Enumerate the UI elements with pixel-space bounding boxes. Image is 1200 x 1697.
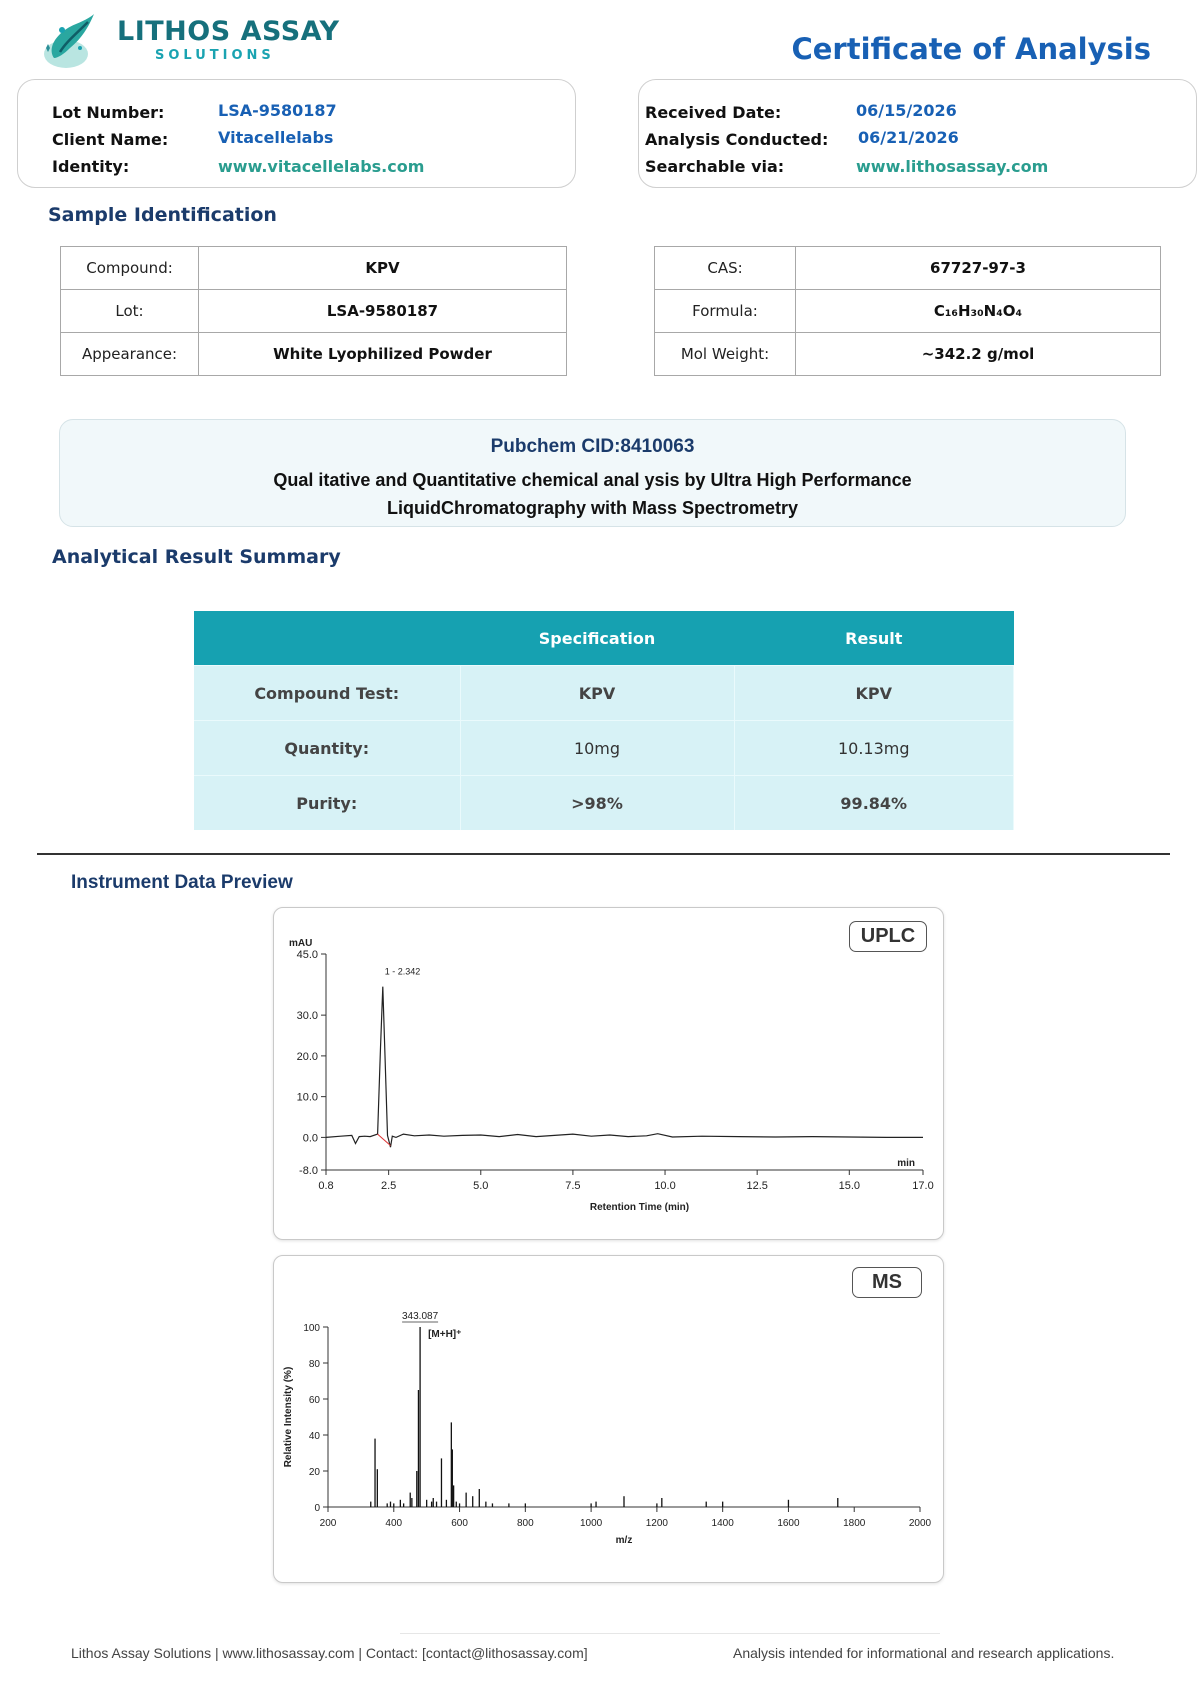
- y-tick-label: 80: [308, 1359, 320, 1370]
- x-tick-label: 1000: [579, 1518, 603, 1529]
- table-row: [655, 333, 1161, 376]
- table-cell: >98%: [460, 776, 734, 831]
- table-cell: Quantity:: [194, 721, 460, 776]
- uplc-chromatogram: [273, 907, 942, 1238]
- y-tick-label: 100: [303, 1323, 320, 1334]
- brand-subtitle: SOLUTIONS: [155, 48, 275, 63]
- table-row: [61, 333, 567, 376]
- brand-name: LITHOS ASSAY: [117, 16, 340, 47]
- table-cell: Purity:: [194, 776, 460, 831]
- table-row: [194, 721, 1014, 776]
- identity-label: Identity:: [52, 157, 130, 176]
- x-tick-label: 2000: [908, 1518, 932, 1529]
- ms-spectrum: [273, 1255, 942, 1581]
- table-cell: 10mg: [460, 721, 734, 776]
- y-tick-label: 10.0: [296, 1091, 318, 1104]
- x-tick-label: 600: [451, 1518, 468, 1529]
- x-tick-label: 0.8: [318, 1180, 334, 1192]
- y-tick-label: 0.0: [302, 1132, 318, 1145]
- y-tick-label: 40: [308, 1431, 320, 1442]
- method-line-2: LiquidChromatography with Mass Spectrometry: [386, 498, 799, 518]
- x-axis-label: m/z: [615, 1535, 633, 1546]
- analysis-date-value: 06/21/2026: [858, 128, 959, 147]
- sample-identification-table-right: [654, 246, 1161, 376]
- table-row: [194, 666, 1014, 721]
- searchable-link[interactable]: www.lithosassay.com: [856, 157, 1049, 176]
- method-description: [60, 466, 1125, 522]
- pubchem-cid: Pubchem CID:8410063: [490, 436, 695, 457]
- table-value: C₁₆H₃₀N₄O₄: [796, 290, 1161, 333]
- table-value: 67727-97-3: [796, 247, 1161, 290]
- uplc-badge: UPLC: [849, 921, 927, 952]
- table-header: Result: [734, 611, 1014, 666]
- footer-contact: Lithos Assay Solutions | www.lithosassay.com | Contact: [contact@lithosassay.com]: [71, 1645, 588, 1661]
- searchable-label: Searchable via:: [645, 157, 785, 176]
- received-date-value: 06/15/2026: [856, 101, 957, 120]
- sample-identification-title: Sample Identification: [48, 204, 277, 226]
- peak-label: 1 - 2.342: [384, 966, 421, 977]
- y-tick-label: -8.0: [299, 1165, 318, 1177]
- table-header-row: [194, 611, 1014, 666]
- sample-identification-table-left: [60, 246, 567, 376]
- table-cell: 10.13mg: [734, 721, 1014, 776]
- table-cell: 99.84%: [734, 776, 1014, 831]
- received-date-label: Received Date:: [645, 103, 782, 122]
- table-header: Specification: [460, 611, 734, 666]
- table-row: [61, 247, 567, 290]
- x-tick-label: 7.5: [565, 1180, 581, 1192]
- y-tick-label: 20: [308, 1467, 320, 1478]
- y-tick-label: 60: [308, 1395, 320, 1406]
- table-row: [655, 247, 1161, 290]
- x-tick-label: 17.0: [912, 1180, 934, 1192]
- x-unit-label: min: [897, 1158, 915, 1169]
- table-key: CAS:: [655, 247, 796, 290]
- ms-badge: MS: [852, 1267, 922, 1298]
- table-value: LSA-9580187: [199, 290, 567, 333]
- result-summary-title: Analytical Result Summary: [52, 546, 341, 568]
- x-tick-label: 800: [516, 1518, 534, 1529]
- x-tick-label: 5.0: [473, 1180, 489, 1192]
- x-tick-label: 1200: [645, 1518, 669, 1529]
- section-divider: [37, 853, 1170, 855]
- table-key: Formula:: [655, 290, 796, 333]
- table-key: Mol Weight:: [655, 333, 796, 376]
- analysis-date-label: Analysis Conducted:: [645, 130, 829, 149]
- table-row: [194, 776, 1014, 831]
- table-key: Compound:: [61, 247, 199, 290]
- lot-number-value: LSA-9580187: [218, 101, 337, 120]
- document-title: Certificate of Analysis: [791, 32, 1151, 66]
- pubchem-banner: [59, 419, 1126, 527]
- table-cell: KPV: [460, 666, 734, 721]
- identity-link[interactable]: www.vitacellelabs.com: [218, 157, 425, 176]
- chromatogram-trace: [326, 987, 923, 1148]
- y-axis-label: mAU: [289, 938, 313, 949]
- table-cell: KPV: [734, 666, 1014, 721]
- x-tick-label: 1400: [711, 1518, 734, 1529]
- result-summary-table: [194, 611, 1014, 830]
- lot-number-label: Lot Number:: [52, 103, 165, 122]
- x-tick-label: 200: [319, 1518, 337, 1529]
- table-row: [655, 290, 1161, 333]
- footer-disclaimer: Analysis intended for informational and research applications.: [733, 1645, 1115, 1661]
- y-axis-label: Relative Intensity (%): [283, 1366, 294, 1468]
- x-tick-label: 12.5: [746, 1180, 768, 1192]
- client-name-label: Client Name:: [52, 130, 169, 149]
- x-tick-label: 400: [385, 1518, 403, 1529]
- table-key: Appearance:: [61, 333, 199, 376]
- x-tick-label: 2.5: [380, 1180, 397, 1192]
- x-tick-label: 15.0: [838, 1180, 861, 1192]
- table-header: [194, 611, 460, 666]
- table-cell: Compound Test:: [194, 666, 460, 721]
- footer-rule: [400, 1633, 940, 1634]
- table-key: Lot:: [61, 290, 199, 333]
- x-axis-label: Retention Time (min): [589, 1202, 690, 1213]
- table-row: [61, 290, 567, 333]
- x-tick-label: 1800: [843, 1518, 866, 1529]
- instrument-data-title: Instrument Data Preview: [71, 872, 293, 893]
- x-tick-label: 10.0: [654, 1180, 676, 1192]
- y-tick-label: 30.0: [296, 1010, 318, 1023]
- company-logo-icon: [36, 8, 100, 72]
- peak-annotation: [M+H]⁺: [428, 1329, 462, 1340]
- x-tick-label: 1600: [777, 1518, 800, 1529]
- peak-label: 343.087: [402, 1311, 439, 1322]
- y-tick-label: 45.0: [296, 949, 318, 961]
- client-name-value: Vitacellelabs: [218, 128, 334, 147]
- y-tick-label: 0: [314, 1503, 320, 1514]
- table-value: ~342.2 g/mol: [796, 333, 1161, 376]
- table-value: KPV: [199, 247, 567, 290]
- y-tick-label: 20.0: [296, 1050, 318, 1063]
- method-line-1: Qual itative and Quantitative chemical anal ysis by Ultra High Performance: [273, 470, 912, 490]
- table-value: White Lyophilized Powder: [199, 333, 567, 376]
